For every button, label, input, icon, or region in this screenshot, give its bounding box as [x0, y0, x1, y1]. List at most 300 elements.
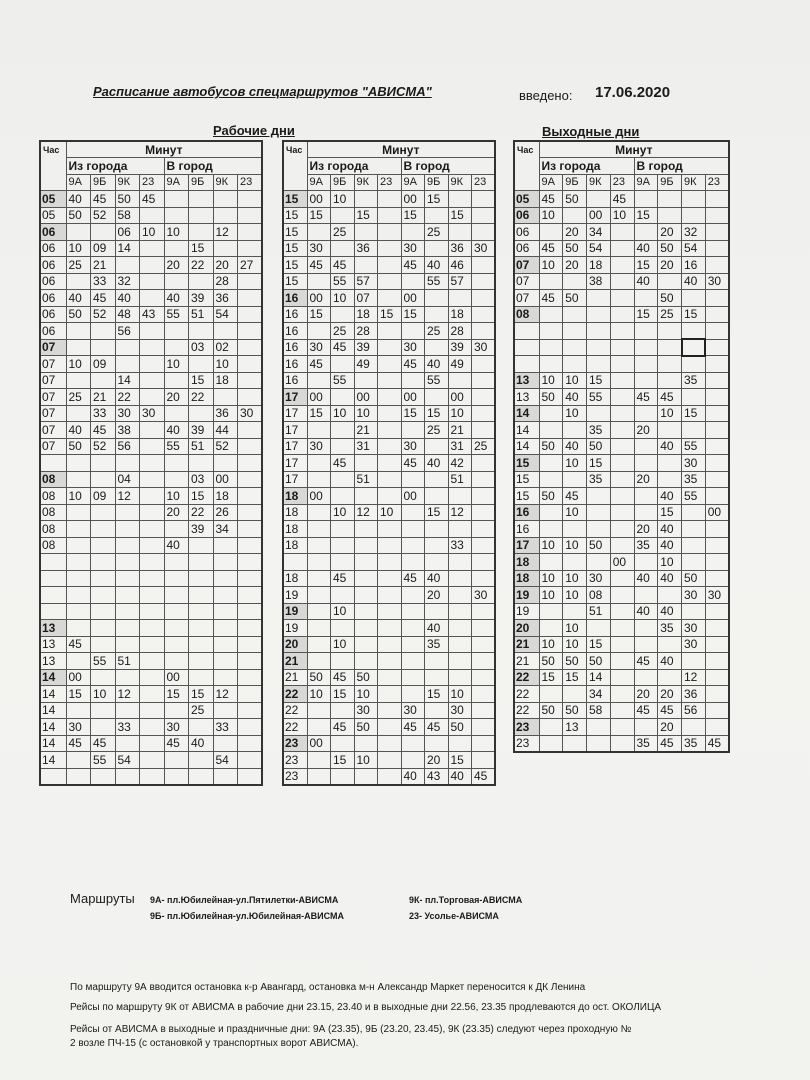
minute-cell: [563, 686, 587, 703]
minute-cell: [354, 521, 378, 538]
schedule-row: [283, 504, 495, 521]
minute-cell: 40: [425, 570, 449, 587]
minute-cell: [472, 372, 496, 389]
minute-cell: 10: [354, 405, 378, 422]
minute-cell: [307, 323, 331, 340]
minute-cell: [378, 768, 402, 785]
minute-cell: 18: [213, 372, 238, 389]
schedule-row: [514, 405, 729, 422]
minute-cell: 20: [634, 686, 658, 703]
minute-cell: 45: [401, 356, 425, 373]
minute-cell: 15: [563, 669, 587, 686]
minute-cell: [563, 521, 587, 538]
hour-cell: 15: [514, 488, 539, 505]
minute-cell: 25: [472, 438, 496, 455]
minute-cell: 39: [354, 339, 378, 356]
minute-cell: [658, 356, 682, 373]
minute-cell: [472, 570, 496, 587]
minute-cell: [682, 521, 706, 538]
minute-cell: [140, 702, 165, 719]
minute-cell: 54: [213, 752, 238, 769]
weekends-table: [513, 140, 730, 753]
schedule-row: [283, 191, 495, 208]
minute-cell: [425, 339, 449, 356]
minute-cell: 15: [634, 207, 658, 224]
minute-cell: 10: [563, 620, 587, 637]
minute-cell: [472, 488, 496, 505]
section-workdays: Рабочие дни: [213, 123, 295, 138]
minute-cell: 54: [587, 240, 611, 257]
minute-cell: [472, 752, 496, 769]
minute-cell: 56: [682, 702, 706, 719]
hour-cell: 19: [283, 603, 307, 620]
minute-cell: [331, 488, 355, 505]
minute-cell: [66, 537, 91, 554]
minute-cell: [140, 471, 165, 488]
minute-cell: [66, 570, 91, 587]
minute-cell: 30: [401, 240, 425, 257]
minute-cell: 30: [448, 702, 472, 719]
schedule-row: [514, 224, 729, 241]
minute-cell: [354, 653, 378, 670]
minute-cell: [634, 339, 658, 356]
minute-cell: 45: [331, 570, 355, 587]
minute-cell: [634, 587, 658, 604]
minute-cell: 30: [705, 587, 729, 604]
hour-cell: 08: [40, 504, 66, 521]
hour-header: Час: [40, 141, 66, 191]
minute-cell: 45: [140, 191, 165, 208]
minute-cell: 10: [164, 488, 189, 505]
minute-cell: [115, 702, 140, 719]
minute-cell: 15: [378, 306, 402, 323]
minute-cell: 50: [115, 191, 140, 208]
minute-cell: 03: [189, 339, 214, 356]
from-city-header: Из города: [66, 158, 164, 175]
minute-cell: 56: [115, 438, 140, 455]
minute-cell: 50: [539, 488, 563, 505]
minute-cell: [634, 438, 658, 455]
minute-cell: 10: [539, 372, 563, 389]
hour-header: Час: [283, 141, 307, 191]
minute-cell: 57: [448, 273, 472, 290]
minute-cell: [401, 653, 425, 670]
schedule-row: [40, 438, 262, 455]
schedule-row: [40, 240, 262, 257]
minute-cell: [164, 702, 189, 719]
hour-cell: 15: [514, 455, 539, 472]
schedule-row: [514, 570, 729, 587]
minute-cell: 14: [587, 669, 611, 686]
minute-cell: [610, 719, 634, 736]
minute-cell: 10: [563, 537, 587, 554]
minute-cell: [448, 653, 472, 670]
route-column-header: 9Б: [189, 174, 214, 191]
minute-cell: [610, 669, 634, 686]
minute-cell: [610, 488, 634, 505]
minute-cell: 20: [164, 257, 189, 274]
minute-cell: [610, 735, 634, 752]
minute-cell: [213, 702, 238, 719]
minute-cell: [472, 636, 496, 653]
minute-cell: 10: [539, 636, 563, 653]
minute-cell: 30: [682, 636, 706, 653]
minute-cell: [213, 191, 238, 208]
minute-cell: 30: [307, 339, 331, 356]
minute-cell: 38: [115, 422, 140, 439]
route-column-header: 9А: [539, 174, 563, 191]
minute-cell: [401, 521, 425, 538]
minute-cell: 45: [401, 570, 425, 587]
minute-cell: 10: [164, 224, 189, 241]
schedule-row: [40, 207, 262, 224]
minute-cell: 22: [189, 504, 214, 521]
minute-cell: [587, 306, 611, 323]
minute-cell: 20: [658, 719, 682, 736]
minute-cell: 45: [401, 455, 425, 472]
minute-cell: 45: [331, 719, 355, 736]
workdays-table-morning: [39, 140, 263, 786]
minute-cell: [425, 521, 449, 538]
minute-cell: [682, 339, 706, 356]
minute-cell: [682, 323, 706, 340]
route-9b: 9Б- пл.Юбилейная-ул.Юбилейная-АВИСМА: [150, 911, 344, 921]
minute-cell: [610, 471, 634, 488]
minute-cell: 50: [563, 240, 587, 257]
minute-cell: 39: [448, 339, 472, 356]
minute-cell: 10: [91, 686, 116, 703]
minute-cell: [238, 273, 263, 290]
schedule-row: [283, 422, 495, 439]
minute-cell: [705, 422, 729, 439]
minute-cell: [238, 290, 263, 307]
minute-cell: [140, 686, 165, 703]
hour-cell: 18: [514, 554, 539, 571]
minute-cell: 25: [189, 702, 214, 719]
minute-cell: 40: [164, 537, 189, 554]
minute-cell: [66, 372, 91, 389]
minute-cell: [238, 719, 263, 736]
minute-cell: 45: [563, 488, 587, 505]
note-weekend-trips-line2: 2 возле ПЧ-15 (с остановкой у транспортных ворот АВИСМА).: [70, 1038, 359, 1049]
minute-cell: [448, 669, 472, 686]
minute-cell: 55: [164, 306, 189, 323]
minute-cell: [425, 702, 449, 719]
route-column-header: 9Б: [658, 174, 682, 191]
minute-cell: [472, 224, 496, 241]
minute-cell: 00: [213, 471, 238, 488]
schedule-row: [283, 752, 495, 769]
minute-cell: 50: [563, 191, 587, 208]
minute-cell: 35: [425, 636, 449, 653]
hour-cell: 14: [514, 422, 539, 439]
minute-cell: 30: [682, 620, 706, 637]
schedule-row: [40, 405, 262, 422]
hour-cell: 07: [514, 257, 539, 274]
hour-cell: [283, 554, 307, 571]
minute-cell: 45: [401, 719, 425, 736]
minute-cell: 30: [401, 438, 425, 455]
minute-cell: [378, 735, 402, 752]
minute-cell: [587, 323, 611, 340]
minute-cell: 22: [189, 257, 214, 274]
minute-cell: [164, 191, 189, 208]
minute-cell: 08: [587, 587, 611, 604]
minute-cell: [115, 603, 140, 620]
minute-cell: 15: [448, 752, 472, 769]
minute-cell: [634, 405, 658, 422]
minute-cell: [91, 669, 116, 686]
minute-cell: 15: [189, 488, 214, 505]
minute-cell: 12: [115, 488, 140, 505]
minute-cell: 40: [425, 356, 449, 373]
minute-cell: [140, 603, 165, 620]
schedule-row: [514, 554, 729, 571]
minute-cell: 00: [705, 504, 729, 521]
minute-cell: [378, 455, 402, 472]
minute-cell: [587, 191, 611, 208]
minute-cell: [378, 570, 402, 587]
minute-cell: 55: [164, 438, 189, 455]
minute-cell: [307, 570, 331, 587]
minute-cell: 40: [658, 488, 682, 505]
minute-cell: [238, 339, 263, 356]
minute-cell: [658, 587, 682, 604]
minute-cell: 15: [307, 207, 331, 224]
minute-cell: [539, 504, 563, 521]
minute-cell: [401, 554, 425, 571]
minute-cell: [66, 471, 91, 488]
minute-cell: [587, 504, 611, 521]
minute-cell: 58: [587, 702, 611, 719]
minute-cell: [115, 339, 140, 356]
minute-cell: [587, 554, 611, 571]
minute-cell: [331, 422, 355, 439]
minute-cell: 15: [682, 405, 706, 422]
minute-cell: [587, 339, 611, 356]
minute-cell: 25: [425, 224, 449, 241]
minute-cell: [238, 686, 263, 703]
minute-cell: [66, 455, 91, 472]
minute-cell: [425, 603, 449, 620]
minute-cell: 30: [682, 455, 706, 472]
hour-cell: 07: [514, 290, 539, 307]
hour-cell: 15: [283, 191, 307, 208]
minute-cell: [189, 537, 214, 554]
minute-cell: [682, 356, 706, 373]
minute-cell: [378, 323, 402, 340]
minute-cell: 36: [213, 290, 238, 307]
minute-cell: 13: [563, 719, 587, 736]
minute-cell: 56: [115, 323, 140, 340]
minute-cell: 44: [213, 422, 238, 439]
minute-cell: [331, 240, 355, 257]
minute-cell: [189, 570, 214, 587]
minute-cell: [610, 636, 634, 653]
minute-cell: [378, 537, 402, 554]
minute-cell: [472, 273, 496, 290]
minute-cell: [238, 372, 263, 389]
schedule-row: [514, 521, 729, 538]
minute-cell: [115, 570, 140, 587]
minute-cell: [634, 636, 658, 653]
minute-cell: 10: [66, 488, 91, 505]
route-column-header: 9А: [66, 174, 91, 191]
route-column-header: 23: [705, 174, 729, 191]
minute-cell: [682, 290, 706, 307]
minute-cell: [115, 257, 140, 274]
routes-title: Маршруты: [70, 891, 135, 906]
minute-cell: [213, 587, 238, 604]
minute-cell: [539, 339, 563, 356]
schedule-row: [40, 702, 262, 719]
minute-cell: 30: [705, 273, 729, 290]
minute-cell: 52: [91, 306, 116, 323]
minute-cell: [563, 735, 587, 752]
minute-cell: 40: [634, 570, 658, 587]
minutes-header: Минут: [539, 141, 729, 158]
schedule-row: [40, 488, 262, 505]
schedule-row: [40, 455, 262, 472]
minute-cell: [91, 471, 116, 488]
hour-cell: 19: [514, 587, 539, 604]
minute-cell: [238, 603, 263, 620]
minute-cell: 27: [238, 257, 263, 274]
minute-cell: 22: [115, 389, 140, 406]
minute-cell: [448, 224, 472, 241]
minute-cell: 30: [587, 570, 611, 587]
minute-cell: 40: [425, 257, 449, 274]
minute-cell: 00: [401, 290, 425, 307]
minute-cell: [189, 554, 214, 571]
minute-cell: [634, 620, 658, 637]
minute-cell: [91, 636, 116, 653]
minute-cell: [634, 290, 658, 307]
minute-cell: 45: [164, 735, 189, 752]
minute-cell: [238, 653, 263, 670]
minute-cell: [401, 636, 425, 653]
minute-cell: [307, 653, 331, 670]
minute-cell: [91, 521, 116, 538]
hour-cell: 17: [514, 537, 539, 554]
minute-cell: [140, 620, 165, 637]
minute-cell: 40: [658, 537, 682, 554]
minute-cell: 34: [213, 521, 238, 538]
minute-cell: 30: [140, 405, 165, 422]
minute-cell: 28: [213, 273, 238, 290]
minute-cell: [563, 306, 587, 323]
minute-cell: [472, 191, 496, 208]
minute-cell: 54: [682, 240, 706, 257]
minute-cell: 36: [682, 686, 706, 703]
schedule-row: [514, 471, 729, 488]
hour-cell: 23: [283, 768, 307, 785]
minute-cell: [66, 521, 91, 538]
minute-cell: 15: [331, 752, 355, 769]
minute-cell: 21: [448, 422, 472, 439]
minute-cell: [682, 603, 706, 620]
minute-cell: [539, 356, 563, 373]
minute-cell: 15: [307, 306, 331, 323]
minute-cell: 15: [164, 686, 189, 703]
minute-cell: [189, 405, 214, 422]
minute-cell: 51: [587, 603, 611, 620]
hour-cell: 17: [283, 422, 307, 439]
minute-cell: [539, 620, 563, 637]
minute-cell: 10: [331, 636, 355, 653]
minute-cell: [164, 587, 189, 604]
minute-cell: 50: [682, 570, 706, 587]
minute-cell: [238, 702, 263, 719]
schedule-row: [514, 438, 729, 455]
minute-cell: 20: [563, 257, 587, 274]
minute-cell: [472, 735, 496, 752]
schedule-row: [40, 768, 262, 785]
hour-cell: 22: [514, 702, 539, 719]
schedule-row: [40, 719, 262, 736]
schedule-row: [40, 257, 262, 274]
schedule-row: [283, 257, 495, 274]
schedule-row: [283, 438, 495, 455]
schedule-row: [40, 339, 262, 356]
section-weekends: Выходные дни: [542, 124, 640, 139]
minute-cell: [213, 554, 238, 571]
minute-cell: [587, 521, 611, 538]
minute-cell: 15: [658, 504, 682, 521]
minute-cell: [91, 323, 116, 340]
minute-cell: [658, 422, 682, 439]
route-column-header: 9К: [213, 174, 238, 191]
route-column-header: 9К: [448, 174, 472, 191]
schedule-row: [514, 422, 729, 439]
minute-cell: 15: [448, 207, 472, 224]
route-column-header: 9К: [354, 174, 378, 191]
hour-cell: 19: [283, 587, 307, 604]
minute-cell: [378, 191, 402, 208]
hour-cell: 07: [40, 339, 66, 356]
workdays-table-evening: [282, 140, 496, 786]
minute-cell: [705, 570, 729, 587]
hour-cell: 14: [40, 702, 66, 719]
schedule-row: [283, 356, 495, 373]
hour-cell: 06: [40, 257, 66, 274]
minute-cell: [238, 735, 263, 752]
minute-cell: 15: [425, 405, 449, 422]
minute-cell: [91, 620, 116, 637]
minute-cell: [140, 570, 165, 587]
hour-cell: 14: [40, 735, 66, 752]
minute-cell: [472, 455, 496, 472]
minute-cell: [539, 554, 563, 571]
schedule-row: [514, 537, 729, 554]
hour-cell: 18: [283, 570, 307, 587]
minute-cell: 20: [658, 257, 682, 274]
minute-cell: [354, 257, 378, 274]
minute-cell: [472, 653, 496, 670]
minute-cell: 50: [354, 669, 378, 686]
schedule-row: [40, 306, 262, 323]
schedule-row: [283, 603, 495, 620]
minute-cell: 15: [189, 686, 214, 703]
minute-cell: 42: [448, 455, 472, 472]
minute-cell: 10: [563, 405, 587, 422]
minute-cell: 10: [563, 636, 587, 653]
minute-cell: [378, 702, 402, 719]
minute-cell: [658, 455, 682, 472]
minute-cell: 20: [658, 224, 682, 241]
minute-cell: 50: [539, 653, 563, 670]
minute-cell: [425, 471, 449, 488]
